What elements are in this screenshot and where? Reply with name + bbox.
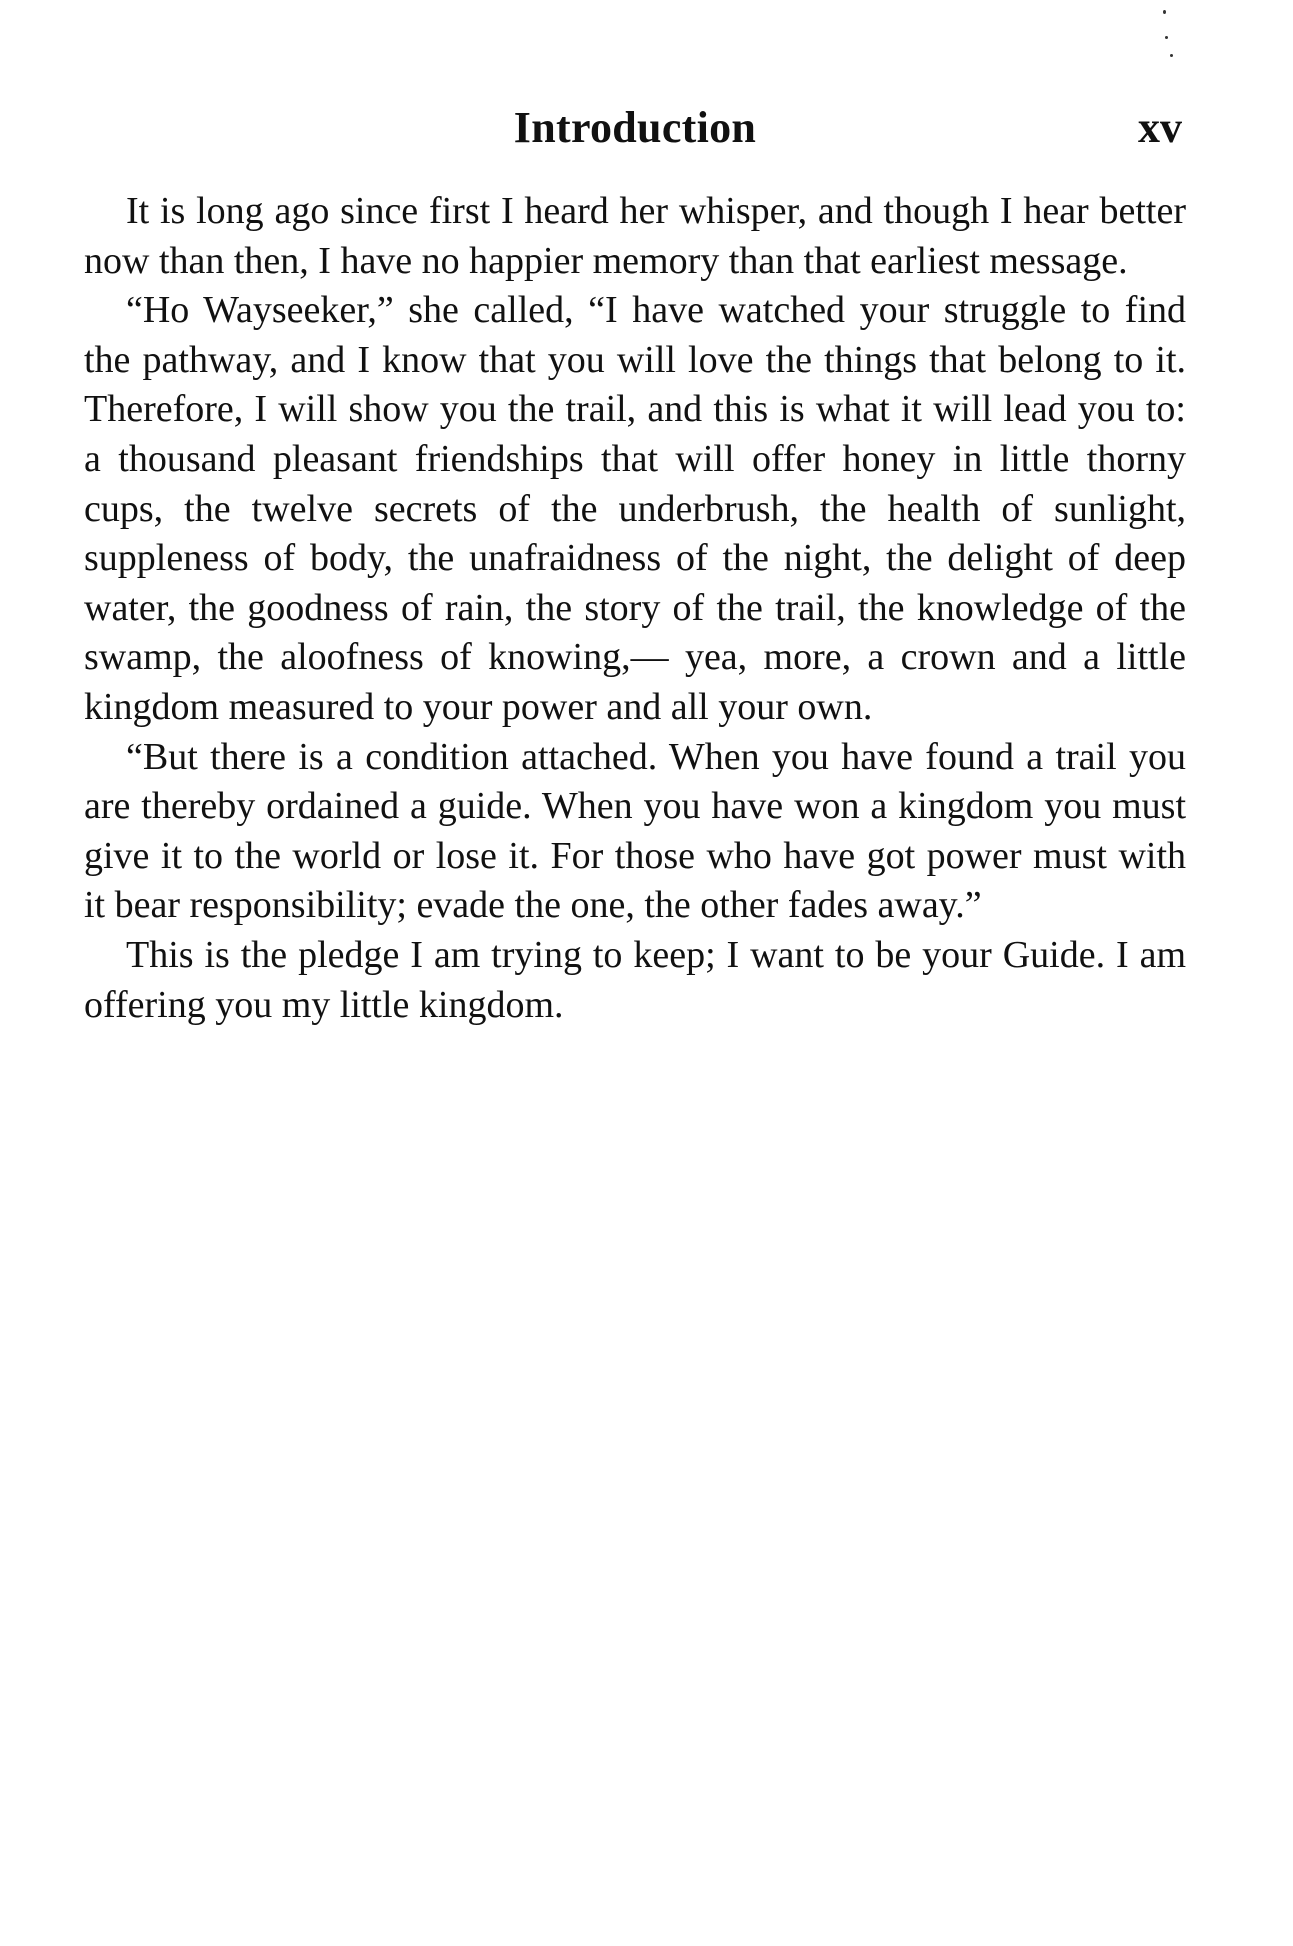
- print-speck: [1163, 10, 1166, 14]
- print-speck: [1165, 36, 1168, 39]
- print-speck: [1170, 54, 1173, 57]
- paragraph: This is the pledge I am trying to keep; I want to be your Guide. I am offering you my little kingdom.: [84, 933, 1186, 1026]
- page-number: xv: [1138, 103, 1182, 152]
- paragraph: “Ho Wayseeker,” she called, “I have watched your struggle to find the pathway, and I know that you will love the things that belong to it. Therefore, I will show you the trail, and this is what it will lead you to: a thousand pleasant friendships that will offer honey in little thorny cups, the twelve secrets of the underbrush, the health of sunlight, suppleness of body, the unafraidness of the night, the delight of deep water, the goodness of rain, the story of the trail, the knowledge of the swamp, the aloofness of knowing,— yea, more, a crown and a little kingdom measured to your power and all your own.: [84, 289, 1186, 728]
- section-title: Introduction: [513, 103, 757, 152]
- body-text: [84, 187, 1186, 1030]
- running-head: [84, 98, 1186, 158]
- paragraph: It is long ago since first I heard her whisper, and though I hear better now than then, I have no happier memory than that earliest message.: [84, 190, 1186, 282]
- paragraph: “But there is a condition attached. When you have found a trail you are thereby ordained a guide. When you have won a kingdom you must give it to the world or lose it. For those who have got power must with it bear responsibility; evade the one, the other fades away.”: [84, 735, 1186, 927]
